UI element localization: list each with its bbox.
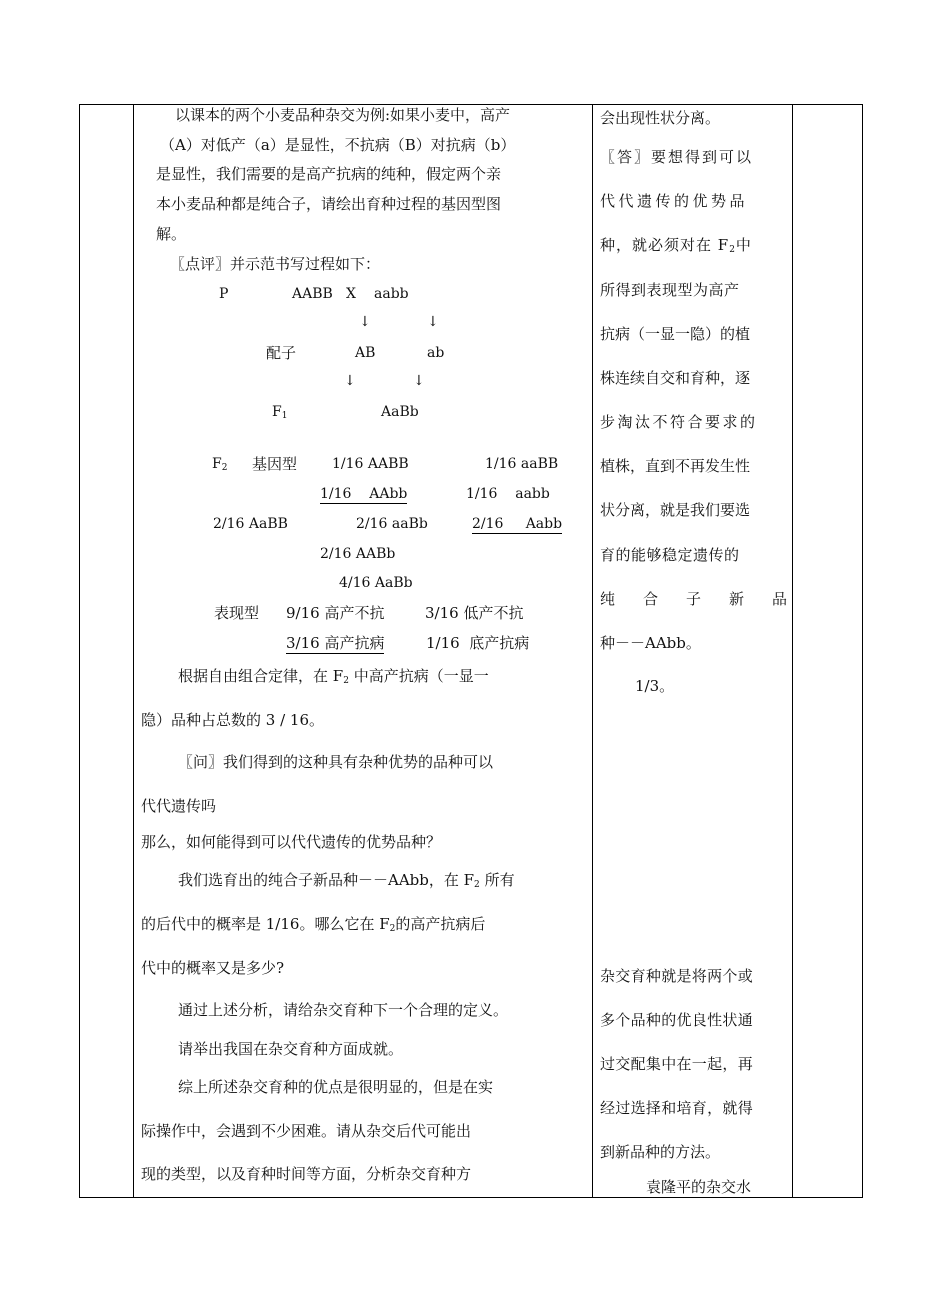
question-line: 〖问〗我们得到的这种具有杂种优势的品种可以 xyxy=(178,753,494,771)
f2-genotype: 4/16 AaBb xyxy=(339,575,413,591)
definition-line: 到新品种的方法。 xyxy=(600,1143,721,1161)
answer-line: 〖答〗要想得到可以 xyxy=(600,148,754,166)
summary-line: 现的类型，以及育种时间等方面，分析杂交育种方 xyxy=(141,1165,472,1183)
summary-line: 际操作中，会遇到不少困难。请从杂交后代可能出 xyxy=(141,1122,472,1140)
law-line: 隐）品种占总数的 3 / 16。 xyxy=(141,711,324,729)
column-divider xyxy=(592,105,593,1197)
answer-line: 株连续自交和育种，逐 xyxy=(600,369,751,387)
f2-genotype: 1/16 aaBB xyxy=(485,456,559,472)
answer-line: 种，就必须对在 $F_2$中 xyxy=(600,236,752,255)
genotype-label: 基因型 xyxy=(252,455,298,473)
intro-line: 解。 xyxy=(156,225,187,243)
phenotype: 3/16 高产抗病 xyxy=(286,634,385,652)
phenotype: 1/16 底产抗病 xyxy=(426,634,530,652)
intro-line: 是显性，我们需要的是高产抗病的纯种，假定两个亲 xyxy=(156,165,502,183)
intro-line: （A）对低产（a）是显性，不抗病（B）对抗病（b） xyxy=(160,136,516,154)
f2-genotype: 2/16 aaBb xyxy=(356,516,428,532)
phenotype: 9/16 高产不抗 xyxy=(286,604,385,622)
f1-genotype: AaBb xyxy=(381,404,419,420)
define-line: 通过上述分析，请给杂交育种下一个合理的定义。 xyxy=(178,1001,509,1019)
f2-genotype: 1/16 AABB xyxy=(332,456,409,472)
definition-line: 杂交育种就是将两个或 xyxy=(600,967,754,985)
pure-line: 的后代中的概率是 1/16。哪么它在 $F_2$的高产抗病后 xyxy=(141,915,486,934)
answer-line: 状分离，就是我们要选 xyxy=(600,501,751,519)
definition-line: 多个品种的优良性状通 xyxy=(600,1011,754,1029)
f2-genotype: 1/16 aabb xyxy=(466,486,550,502)
parent-genotype: AABB xyxy=(292,286,333,302)
f2-genotype: 2/16 AABb xyxy=(320,546,396,562)
pure-line: 代中的概率又是多少? xyxy=(141,959,285,977)
arrow-down-icon: ↓ xyxy=(344,373,356,389)
gamete-label: 配子 xyxy=(266,344,297,362)
how-line: 那么，如何能得到可以代代遗传的优势品种？ xyxy=(141,833,442,851)
definition-line: 经过选择和培育，就得 xyxy=(600,1099,754,1117)
f2-genotype: 1/16 AAbb xyxy=(320,486,408,502)
answer-char: 品 xyxy=(771,590,787,608)
achieve-line: 请举出我国在杂交育种方面成就。 xyxy=(178,1040,404,1058)
answer-char: 纯 xyxy=(600,590,616,608)
column-divider xyxy=(133,105,134,1197)
answer-line xyxy=(600,592,787,607)
column-divider xyxy=(792,105,793,1197)
answer-line: 步淘汰不符合要求的 xyxy=(600,413,758,431)
arrow-down-icon: ↓ xyxy=(359,314,371,330)
arrow-down-icon: ↓ xyxy=(427,314,439,330)
answer-char: 合 xyxy=(642,590,658,608)
comment-line: 〖点评〗并示范书写过程如下： xyxy=(170,255,381,273)
f2-genotype: 2/16 Aabb xyxy=(472,516,563,532)
answer-line: 育的能够稳定遗传的 xyxy=(600,546,740,564)
answer-char: 新 xyxy=(728,590,744,608)
law-line: 根据自由组合定律，在 $F_2$ 中高产抗病（一显一 xyxy=(178,667,489,686)
gamete: AB xyxy=(355,345,376,361)
f2-label: $F_2$ xyxy=(212,456,228,473)
phenotype-label: 表现型 xyxy=(214,604,260,622)
f2-genotype: 2/16 AaBB xyxy=(213,516,288,532)
intro-line: 本小麦品种都是纯合子，请绘出育种过程的基因型图 xyxy=(156,195,502,213)
answer-char: 子 xyxy=(685,590,701,608)
pure-line: 我们选育出的纯合子新品种－－AAbb，在 $F_2$ 所有 xyxy=(178,871,515,890)
f1-label: $F_1$ xyxy=(272,404,288,421)
question-line: 代代遗传吗 xyxy=(141,797,217,815)
phenotype: 3/16 低产不抗 xyxy=(425,604,524,622)
answer-line: 代代遗传的优势品 xyxy=(600,192,749,210)
answer-line: 抗病（一显一隐）的植 xyxy=(600,325,751,343)
definition-line: 过交配集中在一起，再 xyxy=(600,1055,754,1073)
arrow-down-icon: ↓ xyxy=(413,373,425,389)
ratio-answer: 1/3。 xyxy=(635,677,675,695)
answer-line: 植株，直到不再发生性 xyxy=(600,457,751,475)
parent-genotype: aabb xyxy=(374,286,409,302)
answer-line: 种－－AAbb。 xyxy=(600,634,701,652)
answer-line: 所得到表现型为高产 xyxy=(600,281,740,299)
summary-line: 综上所述杂交育种的优点是很明显的，但是在实 xyxy=(178,1078,494,1096)
intro-line: 以课本的两个小麦品种杂交为例:如果小麦中，高产 xyxy=(175,106,511,124)
cross-symbol: X xyxy=(346,286,356,302)
side-text: 袁隆平的杂交水 xyxy=(646,1178,752,1196)
p-label: P xyxy=(219,286,229,302)
gamete: ab xyxy=(427,345,445,361)
side-text: 会出现性状分离。 xyxy=(600,109,721,127)
